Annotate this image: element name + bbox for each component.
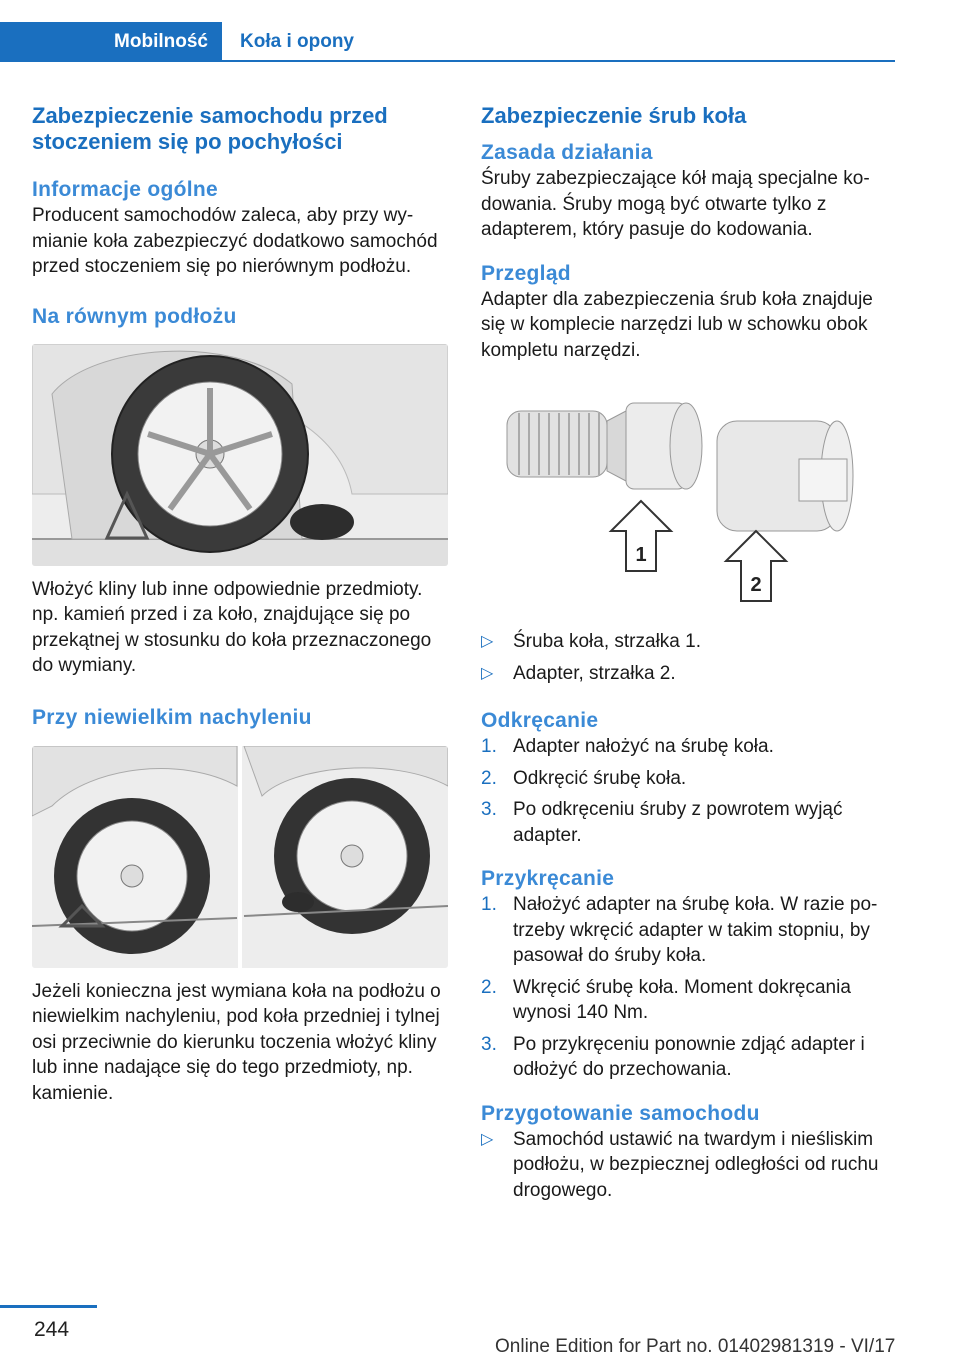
list-item: 1. Adapter nałożyć na śrubę koła.: [481, 736, 774, 757]
list-item: ▷ Adapter, strzałka 2.: [481, 661, 895, 687]
heading-flat-ground: Na równym podłożu: [32, 304, 237, 328]
adapter-illustration: [717, 421, 853, 531]
triangle-marker-icon: ▷: [481, 1130, 494, 1148]
flat-ground-text: Włożyć kliny lub inne odpowiednie przedmioty. np. kamień przed i za koło, znajdujące się po przekątnej w stosunku do koła przeznaczonego do wymiany.: [32, 578, 432, 676]
right-column: [481, 103, 895, 1203]
list-item: ▷ Śruba koła, strzałka 1.: [481, 629, 895, 655]
heading-principle: Zasada działania: [481, 141, 653, 164]
overview-list: [481, 629, 895, 686]
tightening-steps: [481, 892, 895, 1083]
page-number: 244: [34, 1318, 70, 1341]
edition-text: Online Edition for Part no. 01402981319 - VI/17: [495, 1336, 896, 1357]
tab-mobilnosc[interactable]: Mobilność: [0, 22, 222, 62]
bolt-adapter-illustration: [481, 381, 895, 621]
footer-accent-line: [0, 1305, 97, 1308]
principle-text: Śruby zabezpieczające kół mają specjalne kodowania. Śruby mogą być otwarte tylko z adapterem, który pasuje do kodowania.: [481, 168, 870, 240]
list-item: 2. Wkręcić śrubę koła. Moment dokręcania wynosi 140 Nm.: [481, 976, 851, 1023]
arrow-1-label: 1: [635, 544, 647, 566]
list-item: 2. Odkręcić śrubę koła.: [481, 767, 687, 789]
heading-loosening: Odkręcanie: [481, 709, 599, 732]
heading-tightening: Przykręcanie: [481, 867, 615, 890]
tab-kola-i-opony[interactable]: Koła i opony: [240, 31, 354, 52]
flat-ground-illustration: [32, 344, 448, 566]
triangle-marker-icon: ▷: [481, 633, 494, 650]
general-info-text: Producent samochodów zaleca, aby przy wymianie koła zabezpieczyć dodatkowo samochód przed stoczeniem się po nierównym podłożu.: [32, 205, 438, 277]
slope-illustration: [32, 746, 448, 968]
list-item: 3. Po odkręceniu śruby z powrotem wyjąć adapter.: [481, 799, 843, 846]
triangle-marker-icon: ▷: [481, 664, 494, 682]
loosening-steps: [481, 734, 895, 848]
overview-text: Adapter dla zabezpieczenia śrub koła znajduje się w komplecie narzędzi lub w schowku obok kompletu narzędzi.: [481, 288, 873, 361]
section-title-rolling: Zabezpieczenie samochodu przed stoczeniem się po pochyłości: [32, 103, 388, 154]
heading-overview: Przegląd: [481, 261, 571, 285]
slope-text: Jeżeli konieczna jest wymiana koła na podłożu o niewielkim nachyleniu, pod koła przedniej i tylnej osi przeciwnie do kierunku toczenia włożyć kliny lub inne nadające się do tego przedmioty, np. kamienie.: [32, 980, 441, 1104]
header-tabs: [0, 22, 895, 62]
list-item: ▷ Samochód ustawić na twardym i nieśliskim podłożu, w bezpiecznej odległości od ruchu drogowego.: [481, 1128, 879, 1201]
list-item: 1. Nałożyć adapter na śrubę koła. W razie potrzeby wkręcić adapter w takim stopniu, by pasował do śruby koła.: [481, 894, 878, 966]
section-title-wheel-locks: Zabezpieczenie śrub koła: [481, 103, 747, 128]
heading-slight-slope: Przy niewielkim nachyleniu: [32, 705, 312, 729]
arrow-2-label: 2: [750, 574, 762, 596]
heading-general-info: Informacje ogólne: [32, 178, 218, 201]
wheel-bolt-illustration: [507, 403, 702, 489]
heading-vehicle-prep: Przygotowanie samochodu: [481, 1101, 760, 1125]
list-item: 3. Po przykręceniu ponownie zdjąć adapter i odłożyć do przechowania.: [481, 1033, 865, 1080]
left-column: [32, 103, 448, 1106]
tab-underline: [222, 60, 895, 62]
vehicle-prep-list: [481, 1127, 895, 1204]
